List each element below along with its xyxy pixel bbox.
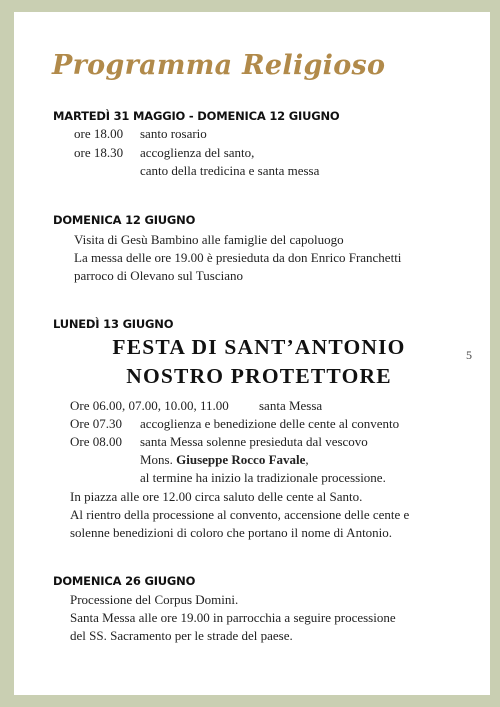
schedule-time: Ore 08.00 — [70, 434, 122, 449]
bishop-suffix: , — [305, 452, 309, 467]
bishop-title: Mons. — [140, 452, 177, 467]
schedule-time: ore 18.00 — [74, 126, 124, 141]
schedule-time: Ore 07.30 — [70, 416, 122, 431]
schedule-text: santo rosario — [140, 126, 207, 141]
feast-title: FESTA DI SANT’ANTONIO — [112, 335, 406, 359]
text-line: parroco di Olevano sul Tusciano — [74, 268, 243, 283]
text-line: Visita di Gesù Bambino alle famiglie del capoluogo — [74, 232, 344, 247]
schedule-text: santa Messa — [259, 398, 323, 413]
schedule-time: ore 18.30 — [74, 145, 124, 160]
text-line: Santa Messa alle ore 19.00 in parrocchia a seguire processione — [70, 610, 396, 625]
text-line: Processione del Corpus Domini. — [70, 592, 239, 607]
bishop-name: Giuseppe Rocco Favale — [176, 452, 306, 467]
section-header-lunedi: LUNEDÌ 13 GIUGNO — [53, 317, 174, 331]
text-line: solenne benedizioni di coloro che portano il nome di Antonio. — [70, 525, 393, 540]
schedule-text: santa Messa solenne presieduta dal vescovo — [140, 434, 368, 449]
schedule-time: Ore 06.00, 07.00, 10.00, 11.00 — [70, 398, 229, 413]
text-line: del SS. Sacramento per le strade del paese. — [70, 628, 293, 643]
section-header-martedi: MARTEDÌ 31 MAGGIO - DOMENICA 12 GIUGNO — [53, 109, 340, 123]
text-line: Al rientro della processione al convento, accensione delle cente e — [70, 507, 410, 522]
document-page — [14, 12, 490, 695]
schedule-text-continued: al termine ha inizio la tradizionale processione. — [140, 470, 386, 485]
bishop-line — [140, 452, 309, 468]
text-line: In piazza alle ore 12.00 circa saluto delle cente al Santo. — [70, 489, 363, 504]
schedule-text: accoglienza del santo, — [140, 145, 255, 160]
schedule-text-continued: canto della tredicina e santa messa — [140, 163, 320, 178]
page-title: Programma Religioso — [52, 50, 386, 81]
text-line: La messa delle ore 19.00 è presieduta da don Enrico Franchetti — [74, 250, 402, 265]
section-header-domenica-26: DOMENICA 26 GIUGNO — [53, 574, 196, 588]
feast-subtitle: NOSTRO PROTETTORE — [126, 364, 392, 388]
page-number: 5 — [466, 348, 472, 362]
schedule-text: accoglienza e benedizione delle cente al convento — [140, 416, 400, 431]
section-header-domenica-12: DOMENICA 12 GIUGNO — [53, 213, 196, 227]
